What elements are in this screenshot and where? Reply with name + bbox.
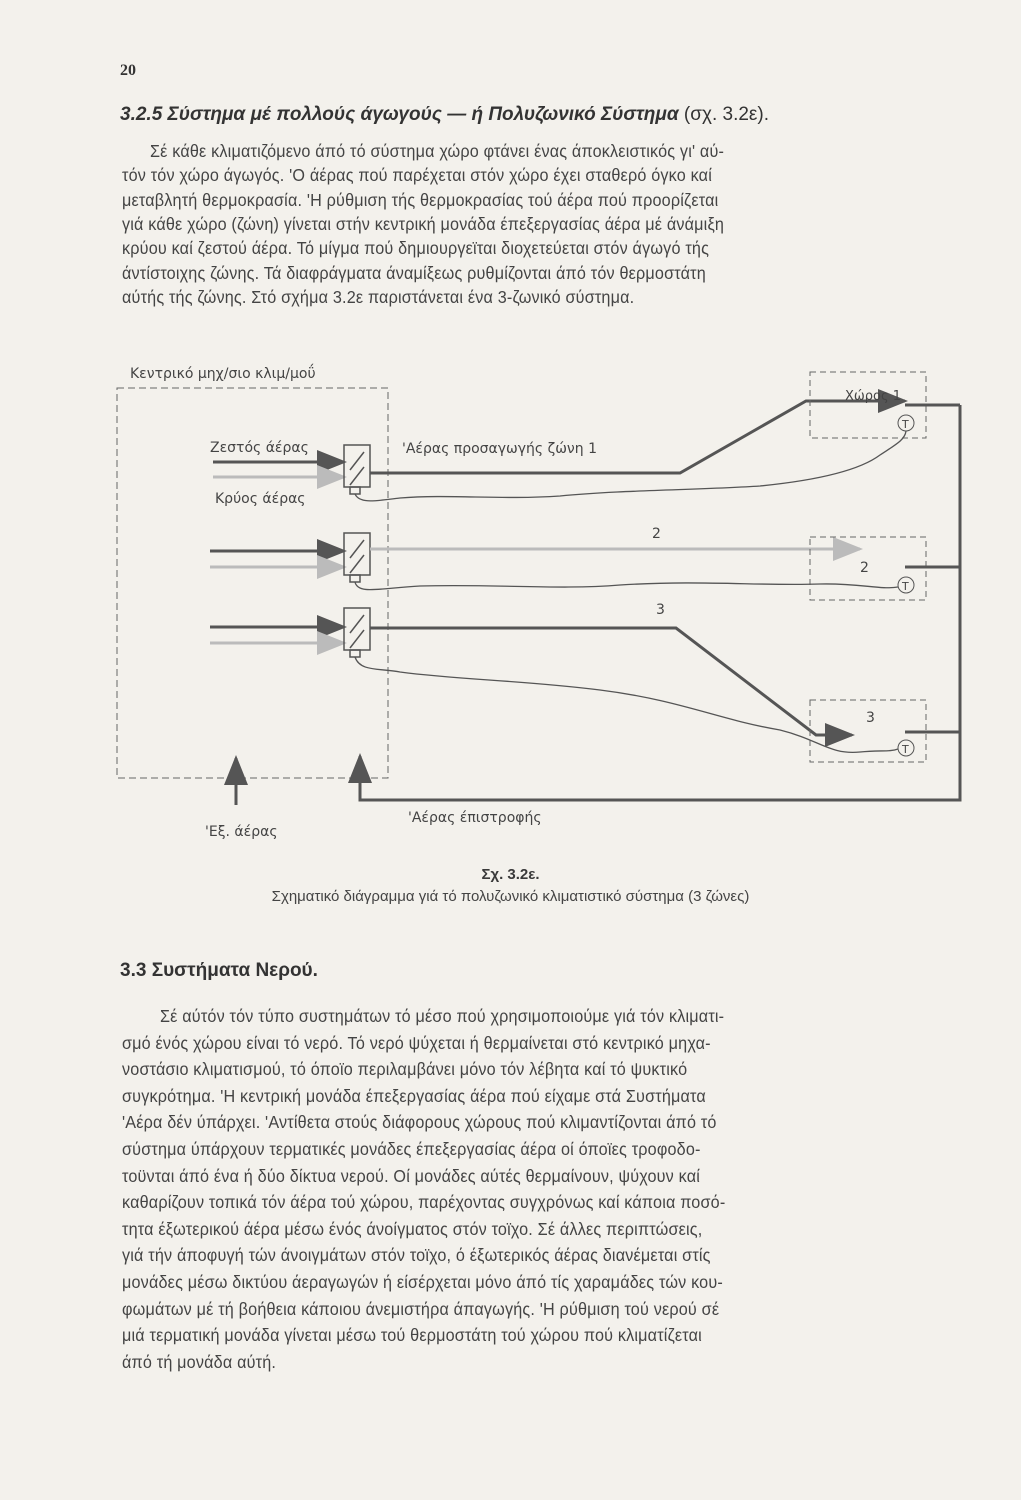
- room-outlets: [905, 405, 960, 732]
- figure-caption-text: Σχηματικό διάγραμμα γιά τό πολυζωνικό κλιματιστικό σύστημα (3 ζώνες): [271, 888, 750, 905]
- supply-air-zone1-label: 'Αέρας προσαγωγής ζώνη 1: [402, 441, 597, 457]
- return-air-label: 'Αέρας έπιστροφής: [408, 810, 542, 826]
- thermostat-signal-wires: [355, 431, 906, 752]
- text-line: Σέ αύτόν τόν τύπο συστημάτων τό μέσο πού χρησιμοποιούμε γιά τόν κλιματι-: [160, 1006, 725, 1026]
- text-line: άντίστοιχης ζώνης. Τά διαφράγματα άναμίξεως ρυθμίζονται άπό τόν θερμοστάτη: [122, 262, 706, 283]
- inlet-lines: [210, 462, 344, 643]
- heading-text: 3.2.5 Σύστημα μέ πολλούς άγωγούς — ή Πολυζωνικό Σύστημα: [120, 104, 679, 125]
- text-line: γιά κάθε χώρο (ζώνη) γίνεται στήν κεντρική μονάδα έπεξεργασίας άέρα μέ άνάμιξη: [122, 213, 725, 234]
- text-line: τητα έξωτερικού άέρα μέσω ένός άνοίγματος στόν τοϊχο. Σέ άλλες περιπτώσεις,: [122, 1218, 703, 1239]
- central-unit-label: Κεντρικό μηχ/σιο κλιμ/μοΰ: [130, 366, 316, 382]
- text-line: αύτής τής ζώνης. Στό σχήμα 3.2ε παριστάνεται ένα 3-ζωνικό σύστημα.: [122, 286, 635, 307]
- text-line: γιά τήν άποφυγή τών άνοιγμάτων στόν τοϊχο, ό έξωτερικός άέρας διανέμεται στίς: [122, 1245, 711, 1266]
- text-line: φωμάτων μέ τή βοήθεια κάποιου άνεμιστήρα άπαγωγής. 'Η ρύθμιση τού νερού σέ: [122, 1298, 720, 1319]
- heading-figure-ref: (σχ. 3.2ε).: [678, 104, 769, 125]
- thermostat-1-label: T: [902, 418, 909, 431]
- text-line: καθαρίζουν τοπικά τόν άέρα τού χώρου, παρέχοντας συγχρόνως καί κάποια ποσό-: [122, 1192, 726, 1213]
- room3-label: 3: [866, 710, 875, 726]
- text-line: τοϋνται άπό ένα ή δύο δίκτυα νερού. Οί μονάδες αύτές θερμαίνουν, ψύχουν καί: [122, 1165, 701, 1186]
- zone1-supply-duct: [370, 401, 905, 473]
- room1-label: Χώρος 1: [845, 389, 902, 404]
- text-line: σμό ένός χώρου είναι τό νερό. Τό νερό ψύχεται ή θερμαίνεται στό κεντρικό μηχα-: [122, 1032, 711, 1053]
- mixing-dampers: [344, 445, 370, 657]
- hot-air-label: Ζεστός άέρας: [210, 440, 309, 456]
- page-number: 20: [120, 62, 136, 79]
- zone2-duct-label: 2: [652, 526, 661, 542]
- text-line: μονάδες μέσω δικτύου άεραγωγών ή είσέρχεται μόνο άπό τίς χαραμάδες τών κου-: [122, 1272, 723, 1292]
- zone3-duct-label: 3: [656, 602, 665, 618]
- cold-air-label: Κρύος άέρας: [215, 491, 306, 507]
- text-line: τόν τόν χώρο άγωγός. 'Ο άέρας πού παρέχεται στόν χώρο έχει σταθερό όγκο καί: [122, 165, 712, 186]
- text-line: μεταβλητή θερμοκρασία. 'Η ρύθμιση τής θερμοκρασίας τού άέρα πού προορίζεται: [122, 189, 719, 210]
- thermostat-3-label: T: [902, 743, 909, 756]
- thermostat-2-label: T: [902, 580, 909, 593]
- section-heading-3-3: 3.3 Συστήματα Νερού.: [120, 960, 318, 981]
- text-line: Σέ κάθε κλιματιζόμενο άπό τό σύστημα χώρο φτάνει ένας άποκλειστικός γι' αύ-: [150, 141, 725, 161]
- thermostats: [898, 415, 914, 756]
- text-line: σύστημα ύπάρχουν τερματικές μονάδες έπεξεργασίας άέρα οί όποϊες τροφοδο-: [122, 1139, 701, 1159]
- text-line: συγκρότημα. 'Η κεντρική μονάδα έπεξεργασίας άέρα πού είχαμε στά Συστήματα: [122, 1085, 706, 1106]
- room2-label: 2: [860, 560, 869, 576]
- figure-caption-title: Σχ. 3.2ε.: [481, 866, 540, 883]
- text-line: 'Αέρα δέν ύπάρχει. 'Αντίθετα στούς διάφορους χώρους πού κλιμαντίζονται άπό τό: [122, 1112, 717, 1133]
- text-line: κρύου καί ζεστού άέρα. Τό μίγμα πού δημιουργεϊται διοχετεύεται στόν άγωγό τής: [122, 238, 710, 259]
- text-line: μιά τερματική μονάδα γίνεται μέσω τού θερμοστάτη τού χώρου πού κλιματίζεται: [122, 1325, 702, 1346]
- zone3-supply-duct: [370, 628, 852, 735]
- text-line: νοστάσιο κλιματισμού, τό όποϊο περιλαμβάνει μόνο τόν λέβητα καί τό ψυκτικό: [122, 1059, 688, 1080]
- outside-air-label: 'Εξ. άέρας: [205, 824, 278, 840]
- text-line: άπό τή μονάδα αύτή.: [122, 1351, 277, 1372]
